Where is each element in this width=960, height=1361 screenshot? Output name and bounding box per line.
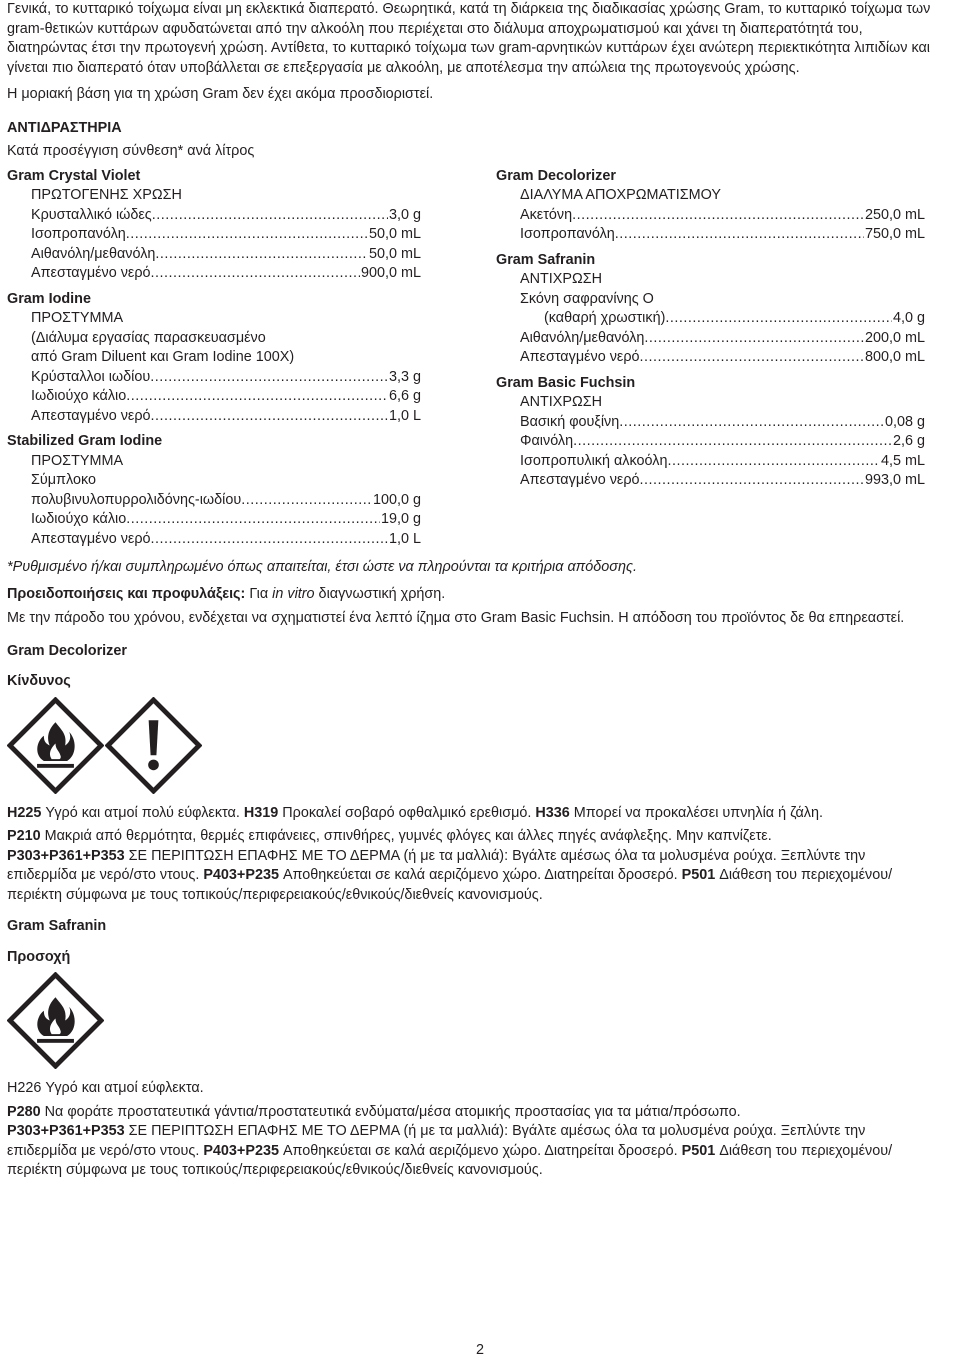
ingredient-amount: 50,0 mL: [369, 226, 421, 242]
ingredient-row: [496, 206, 925, 226]
warnings-text: Για: [245, 585, 273, 602]
leader-dots: [151, 407, 388, 427]
ingredient-name: πολυβινυλοπυρρολιδόνης-ιωδίου: [31, 491, 242, 508]
warnings-line: [7, 585, 937, 605]
ingredient-row: [7, 387, 421, 407]
product-note: (Διάλυμα εργασίας παρασκευασμένο: [31, 329, 266, 346]
product-role: ΑΝΤΙΧΡΩΣΗ: [520, 271, 603, 287]
product-note: από Gram Diluent και Gram Iodine 100X): [31, 349, 295, 365]
leader-dots: [126, 225, 368, 245]
ingredient-name: Απεσταγμένο νερό: [31, 407, 151, 424]
h-text: Υγρό και ατμοί εύφλεκτα.: [41, 1080, 204, 1096]
p-code: P501: [681, 867, 716, 883]
warnings-label: Προειδοποιήσεις και προφυλάξεις:: [7, 585, 246, 602]
safranin-hazard-title: Gram Safranin: [7, 918, 107, 934]
ingredient-name: Ισοπροπανόλη: [520, 226, 615, 242]
ingredient-name: Ισοπροπανόλη: [31, 226, 126, 242]
leader-dots: [665, 309, 892, 329]
decolorizer-signal-word: Κίνδυνος: [7, 673, 71, 689]
leader-dots: [667, 452, 880, 472]
ingredient-amount: 19,0 g: [380, 511, 421, 527]
warnings-italic: in vitro: [272, 585, 315, 602]
reagents-subheading: Κατά προσέγγιση σύνθεση* ανά λίτρος: [7, 143, 255, 159]
p-text: ΣΕ ΠΕΡΙΠΤΩΣΗ ΕΠΑΦΗΣ ΜΕ ΤΟ ΔΕΡΜΑ (ή με τα μαλλιά): Βγάλτε αμέσως όλα τα μολυσμένα ρούχα. Ξεπλύντε την επιδερμίδα με νερό/στο ντους.: [7, 847, 866, 883]
p-code: P280: [7, 1103, 41, 1120]
p-text: Να φοράτε προστατευτικά γάντια/προστατευτικά ενδύματα/μέσα ατομικής προστασίας για τα μάτια/πρόσωπο.: [40, 1103, 741, 1120]
p-code: P303+P361+P353: [7, 847, 125, 864]
leader-dots: [573, 432, 892, 452]
product-decolorizer: [496, 167, 926, 245]
ingredient-amount: 4,5 mL: [881, 452, 925, 469]
ingredient-amount: 200,0 mL: [864, 329, 925, 346]
leader-dots: [126, 387, 388, 407]
p-code: P403+P235: [203, 867, 279, 883]
flame-icon: [7, 697, 104, 794]
product-role: ΠΡΟΣΤΥΜΜΑ: [31, 452, 124, 469]
ingredient-name: Ιωδιούχο κάλιο: [31, 511, 127, 527]
ingredient-row: [7, 225, 421, 245]
intro-paragraph: Γενικά, το κυτταρικό τοίχωμα είναι μη εκλεκτικά διαπερατό. Θεωρητικά, κατά τη διάρκεια της διαδικασίας χρώσης Gram, το κυτταρικό τοίχωμα των gram-θετικών κυττάρων αφυδατώνεται από την αλκοόλη που περιέχεται στο διάλυμα αποχρωματισμού και χάνει τη διαπερατότητά του, διατηρώντας έτσι την πρωτογενή χρώση. Αντίθετα, το κυτταρικό τοίχωμα των gram-αρνητικών κυττάρων έχει ανώτερη περιεκτικότητα λιπιδίων και γίνεται πιο διαπερατό όταν υποβάλλεται σε επεξεργασία με αλκοόλη, με αποτέλεσμα την απώλεια της πρωτογενούς χρώσης.: [7, 1, 931, 76]
ingredient-name: Ακετόνη: [520, 206, 573, 223]
ingredient-row: [496, 432, 925, 452]
ingredient-row: [7, 407, 421, 427]
ingredient-amount: 1,0 L: [388, 407, 421, 424]
fuchsin-note: Με την πάροδο του χρόνου, ενδέχεται να σχηματιστεί ένα λεπτό ίζημα στο Gram Basic Fuchsin. Η απόδοση του προϊόντος δε θα επηρεαστεί.: [7, 610, 905, 626]
leader-dots: [151, 530, 388, 550]
leader-dots: [619, 413, 884, 433]
reagents-heading: ΑΝΤΙΔΡΑΣΤΗΡΙΑ: [7, 119, 122, 136]
ingredient-amount: 4,0 g: [892, 310, 925, 326]
ingredient-row: [7, 264, 421, 284]
product-role: ΠΡΩΤΟΓΕΝΗΣ ΧΡΩΣΗ: [31, 187, 182, 203]
ingredient-amount: 0,08 g: [884, 413, 925, 430]
ingredient-name: Αιθανόλη/μεθανόλη: [520, 329, 645, 346]
ingredient-row: [7, 530, 421, 550]
ingredient-row: [496, 348, 925, 368]
ingredient-amount: 750,0 mL: [864, 226, 925, 242]
ingredient-amount: 3,0 g: [388, 206, 421, 223]
leader-dots: [640, 348, 864, 368]
decolorizer-hazard-title: Gram Decolorizer: [7, 642, 127, 659]
intro-paragraph-2: Η μοριακή βάση για τη χρώση Gram δεν έχει ακόμα προσδιοριστεί.: [7, 86, 434, 102]
ingredient-amount: 800,0 mL: [864, 349, 925, 365]
exclamation-icon: [105, 697, 202, 794]
ingredient-amount: 2,6 g: [892, 433, 925, 449]
ingredient-amount: 3,3 g: [388, 368, 421, 385]
h-text: Μπορεί να προκαλέσει υπνηλία ή ζάλη.: [569, 804, 824, 821]
product-name: Gram Decolorizer: [496, 167, 616, 184]
ingredient-amount: 250,0 mL: [864, 206, 925, 223]
ingredient-row: [7, 510, 421, 530]
ingredient-amount: 993,0 mL: [864, 472, 925, 488]
ingredient-row: [7, 206, 421, 226]
leader-dots: [644, 329, 864, 349]
product-name: Gram Iodine: [7, 290, 91, 307]
leader-dots: [150, 368, 388, 388]
p-code: P501: [681, 1142, 716, 1159]
h-code: H225: [7, 804, 42, 821]
product-stabilized-iodine: [7, 432, 437, 549]
product-iodine: [7, 290, 437, 427]
ingredient-row: [7, 245, 421, 265]
ingredient-row: [496, 413, 925, 433]
safranin-precaution-statements: [7, 1122, 937, 1181]
decolorizer-hazard-statements: [7, 804, 937, 824]
ingredient-name: Αιθανόλη/μεθανόλη: [31, 245, 156, 262]
product-role: ΠΡΟΣΤΥΜΜΑ: [31, 310, 124, 326]
leader-dots: [615, 225, 864, 245]
product-role: ΑΝΤΙΧΡΩΣΗ: [520, 394, 603, 410]
ingredient-name: Απεσταγμένο νερό: [520, 349, 640, 365]
ingredient-name: Ισοπροπυλική αλκοόλη: [520, 452, 668, 469]
h-text: Προκαλεί σοβαρό οφθαλμικό ερεθισμό.: [278, 804, 536, 821]
safranin-precaution-p280: [7, 1103, 937, 1123]
ingredient-amount: 6,6 g: [388, 388, 421, 404]
document-page: [7, 0, 937, 1181]
p-code: P303+P361+P353: [7, 1123, 125, 1139]
p-text: Μακριά από θερμότητα, θερμές επιφάνειες, σπινθήρες, γυμνές φλόγες και άλλες πηγές ανάφλεξης. Μην καπνίζετε.: [40, 828, 772, 844]
p-text: Αποθηκεύεται σε καλά αεριζόμενο χώρο. Διατηρείται δροσερό.: [278, 867, 682, 883]
ingredient-row: [496, 452, 925, 472]
product-name: Gram Crystal Violet: [7, 167, 141, 184]
safranin-pictograms: [7, 972, 937, 1069]
p-text: Διάθεση του περιεχομένου/περιέκτη σύμφωνα με τους τοπικούς/περιφερειακούς/εθνικούς/διεθνείς κανονισμούς.: [7, 867, 893, 903]
ingredient-name: Απεσταγμένο νερό: [31, 265, 151, 281]
ingredient-name: Κρύσταλλοι ιωδίου: [31, 368, 151, 385]
h-code: H319: [243, 804, 279, 821]
decolorizer-precaution-statements: [7, 847, 937, 906]
p-text: Διάθεση του περιεχομένου/περιέκτη σύμφωνα με τους τοπικούς/περιφερειακούς/εθνικούς/διεθνείς κανονισμούς.: [7, 1142, 893, 1178]
product-name: Gram Basic Fuchsin: [496, 374, 636, 391]
ingredient-amount: 1,0 L: [388, 530, 421, 547]
reagents-right-column: [496, 167, 926, 556]
ingredient-row: [7, 491, 421, 511]
p-code: P403+P235: [203, 1142, 279, 1159]
product-crystal-violet: [7, 167, 437, 284]
leader-dots: [151, 264, 360, 284]
reagents-columns: [7, 167, 937, 556]
ingredient-name: Φαινόλη: [520, 433, 574, 449]
product-name: Gram Safranin: [496, 251, 596, 268]
product-note: Σκόνη σαφρανίνης Ο: [520, 290, 654, 307]
h-text: Υγρό και ατμοί πολύ εύφλεκτα.: [41, 804, 244, 821]
safranin-signal-word: Προσοχή: [7, 948, 71, 965]
leader-dots: [126, 510, 380, 530]
h-code: H226: [7, 1080, 42, 1096]
ingredient-name: Ιωδιούχο κάλιο: [31, 388, 127, 404]
ingredient-row: [7, 368, 421, 388]
ingredient-row: [496, 471, 925, 491]
ingredient-name: (καθαρή χρωστική): [544, 310, 666, 326]
product-safranin: [496, 251, 926, 368]
ingredient-amount: 100,0 g: [372, 491, 421, 508]
ingredient-row: [496, 329, 925, 349]
ingredient-name: Κρυσταλλικό ιώδες: [31, 206, 152, 223]
leader-dots: [155, 245, 368, 265]
ingredient-name: Βασική φουξίνη: [520, 413, 620, 430]
reagents-left-column: [7, 167, 437, 556]
safranin-hazard-statements: [7, 1079, 937, 1099]
ingredient-row: [496, 309, 925, 329]
p-code: P210: [7, 828, 41, 844]
leader-dots: [241, 491, 372, 511]
p-text: Αποθηκεύεται σε καλά αεριζόμενο χώρο. Διατηρείται δροσερό.: [278, 1142, 682, 1159]
leader-dots: [640, 471, 864, 491]
decolorizer-pictograms: [7, 697, 937, 794]
h-code: H336: [535, 804, 570, 821]
flame-icon: [7, 972, 104, 1069]
decolorizer-precaution-p210: [7, 827, 937, 847]
product-basic-fuchsin: [496, 374, 926, 491]
composition-footnote: *Ρυθμισμένο ή/και συμπληρωμένο όπως απαιτείται, έτσι ώστε να πληρούνται τα κριτήρια απόδοσης.: [7, 559, 637, 575]
leader-dots: [152, 206, 388, 226]
product-note: Σύμπλοκο: [31, 472, 96, 488]
product-role: ΔΙΑΛΥΜΑ ΑΠΟΧΡΩΜΑΤΙΣΜΟΥ: [520, 187, 722, 203]
p-text: ΣΕ ΠΕΡΙΠΤΩΣΗ ΕΠΑΦΗΣ ΜΕ ΤΟ ΔΕΡΜΑ (ή με τα μαλλιά): Βγάλτε αμέσως όλα τα μολυσμένα ρούχα. Ξεπλύντε την επιδερμίδα με νερό/στο ντους.: [7, 1123, 866, 1159]
ingredient-amount: 900,0 mL: [360, 265, 421, 281]
ingredient-amount: 50,0 mL: [369, 245, 421, 262]
product-name: Stabilized Gram Iodine: [7, 433, 163, 449]
ingredient-name: Απεσταγμένο νερό: [31, 530, 151, 547]
warnings-text: διαγνωστική χρήση.: [314, 585, 446, 602]
leader-dots: [572, 206, 864, 226]
ingredient-name: Απεσταγμένο νερό: [520, 472, 640, 488]
ingredient-row: [496, 225, 925, 245]
page-number: 2: [475, 1342, 484, 1358]
